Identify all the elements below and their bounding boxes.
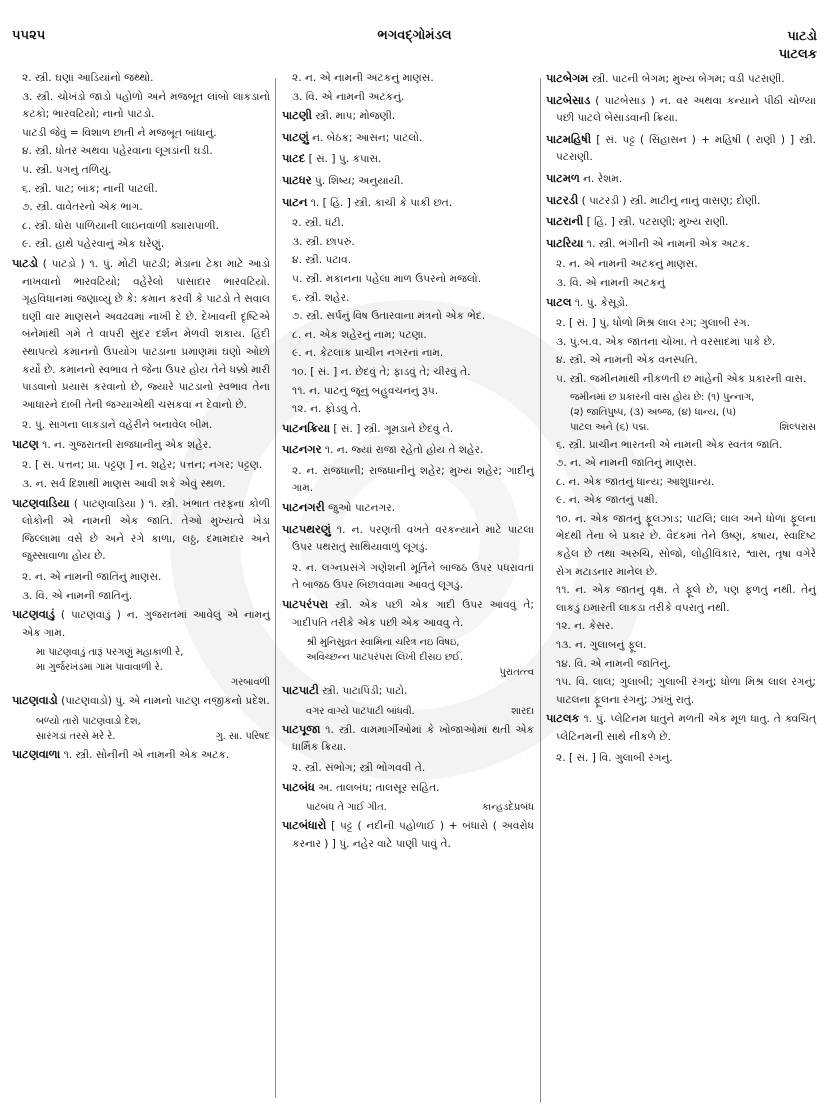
- definition-text: ( પાટરડ઼ી ) સ્ત્રી. માટીનું નાનું વાસણ; દોણી.: [581, 194, 761, 207]
- sense-line: ૬. સ્ત્રી. પ્રાચીન ભારતની એ નામની એક સ્વતંત્ર જાતિ.: [556, 438, 783, 451]
- sense-line: ૬. સ્ત્રી. પાટ; બાંક; નાની પાટલી.: [22, 182, 158, 195]
- definition-text: સ્ત્રી. પાટની બેગમ; મુખ્ય બેગમ; વડી પટરાણી.: [591, 73, 785, 85]
- sense-line: ૨. ન. રાજધાની; રાજધાનીનું શહેર; મુખ્ય શહેર; ગાદીનું ગામ.: [292, 464, 534, 495]
- dictionary-entry: [282, 172, 534, 191]
- dictionary-entry: [12, 692, 270, 711]
- dictionary-entry: [546, 131, 816, 167]
- sense-line: ૩. સ્ત્રી. ચોખંડો જાડો પહોળો અને મજબૂત લાંબો લાકડાનો કટકો; ભારવટિયો; નાનો પાટડો.: [22, 90, 270, 121]
- sense-line: ૧૦. [ સં. ] ન. છેદવું તે; ફાડવું તે; ચીરવું તે.: [292, 365, 471, 378]
- sense-line: ૪. સ્ત્રી. પટાવ.: [292, 254, 352, 267]
- headword: પાટબંધ: [282, 779, 315, 794]
- headword: પાટલક: [546, 711, 580, 726]
- headword: પાટનક્રિયા: [282, 420, 331, 435]
- definition-text: [ સં. પટ્ટ ( સિંહાસન ) + મહિષી ( રાણી ) ] સ્ત્રી. પટરાણી.: [556, 133, 816, 164]
- definition-text: ન. રેશમ.: [583, 172, 623, 185]
- sense-line: ૧૪. વિ. એ નામની જાતિનું.: [556, 657, 671, 670]
- dictionary-entry: [546, 70, 816, 89]
- dictionary-entry: [282, 420, 534, 439]
- sense-line: ૧૧. ન. એક જાતનું વૃક્ષ. તે ફૂલે છે, પણ ફળતું નથી. તેનું લાકડું ઇમારતી લાકડા તરીકે વપરાતું નથી.: [556, 584, 816, 614]
- definition-text: જુઓ પાટનગર.: [328, 502, 396, 515]
- sense-line: ૫. સ્ત્રી. જમીનમાંથી નીકળતી છ માંહેની એક પ્રકારની વાસ.: [556, 372, 807, 385]
- sense-line: ૨. ન. એ નામની અટકનું માણસ.: [556, 258, 698, 271]
- sense-line: ૬. સ્ત્રી. શહેર.: [292, 291, 350, 304]
- headword: પાટપરંપરા: [282, 597, 329, 612]
- sense-line: ૧૨. ન. કેસર.: [556, 620, 614, 633]
- headword: પાટપૂજા: [282, 721, 321, 736]
- headword: પાટબેગમ: [546, 71, 589, 85]
- dictionary-entry: [546, 213, 816, 232]
- headword: પાટણવાડું: [12, 607, 55, 622]
- citation-source: પુરાતત્ત્વ: [499, 667, 534, 679]
- sense-line: ૮. ન. એક શહેરનું નામ; પટણા.: [292, 328, 427, 341]
- guide-word-last: પાટલક: [778, 47, 817, 62]
- citation-source: શારદા: [511, 705, 534, 717]
- headword: પાટમહિષી: [546, 131, 592, 146]
- definition-text: ૧. સ્ત્રી. ભંગીની એ નામની એક અટક.: [586, 237, 750, 250]
- definition-text: પું. શિષ્ય; અનુયાયી.: [314, 174, 404, 187]
- dictionary-entry: [12, 255, 270, 414]
- dictionary-entry: [282, 129, 534, 148]
- headword: પાટણવાળા: [12, 747, 61, 761]
- headword: પાટડો: [12, 255, 38, 270]
- page-columns: [0, 70, 825, 1100]
- sense-line: પાટડી જેવું = વિશાળ છાતી ને મજબૂત બાંધાનું.: [22, 126, 217, 139]
- headword: પાટનગર: [282, 442, 322, 457]
- citation-quote: [546, 390, 816, 435]
- dictionary-entry: [282, 817, 534, 853]
- guide-word-first: પાટડો: [787, 29, 817, 44]
- sense-line: ૩. પું.બ.વ. એક જાતના ચોખા. તે વરસાદમાં પાકે છે.: [556, 335, 776, 348]
- page-number: ૫૫૨૫: [12, 28, 46, 43]
- definition-text: અ. તાલબંધ; તાલસૂર સહિત.: [318, 781, 440, 794]
- column-1: [12, 70, 270, 1100]
- headword: પાટબેસાડ: [546, 92, 591, 107]
- headword: પાટધર: [282, 172, 312, 187]
- citation-source: કાન્હડદેપ્રબંધ: [481, 802, 534, 814]
- dictionary-entry: [12, 606, 270, 642]
- headword: પાટણવાડિયા: [12, 495, 70, 510]
- sense-line: ૭. સ્ત્રી. સર્પનું વિષ ઉતારવાના મંત્રનો એક ભેદ.: [292, 310, 486, 323]
- sense-line: ૨. સ્ત્રી. ધંટી.: [292, 217, 345, 230]
- sense-line: ૯. ન. કેટલાંક પ્રાચીન નગરનાં નામ.: [292, 347, 444, 360]
- column-2: [282, 70, 534, 1100]
- dictionary-entry: [282, 721, 534, 757]
- definition-text: સ્ત્રી. પાટાપિંડી; પાટો.: [322, 685, 408, 698]
- sense-line: ૯. સ્ત્રી. હાથે પહેરવાનું એક ઘરેણું.: [22, 238, 165, 251]
- definition-text: ( પાટણવાડ઼િયા ) ૧. સ્ત્રી. ખંભાત તરફના કોળી લોકોની એ નામની એક જાતિ. તેઓ મુખ્યત્વે ખેડા જિલ્લામાં વસે છે અને રંગે કાળા, લઠ્ઠ, દમામદાર અને જુસ્સાવાળા હોય છે.: [22, 497, 270, 563]
- sense-line: ૮. ન. એક જાતનું ધાન્ય; આશુધાન્ય.: [556, 475, 715, 488]
- citation-line: પાટલ અને (૬) પદ્મ. શિલ્પરાસ: [570, 421, 816, 433]
- headword: પાટણવાડો: [12, 693, 58, 708]
- citation-line: મા પાટણવાડું તારૂં પરગણું મહાકાળી રે,: [36, 647, 184, 659]
- sense-line: ૫. સ્ત્રી. મકાનના પહેલા માળ ઉપરનો મજલો.: [292, 272, 482, 285]
- sense-line: ૩. વિ. એ નામની જાતિનું.: [22, 589, 133, 602]
- citation-quote: [282, 704, 534, 719]
- dictionary-entry: [282, 596, 534, 632]
- citation-quote: [282, 635, 534, 680]
- definition-text: [ હિં. ] સ્ત્રી. પટરાણી; મુખ્ય રાણી.: [586, 216, 729, 229]
- sense-line: ૩. ન. સર્વ દિશાથી માણસ આવી શકે એવું સ્થળ.: [22, 478, 226, 491]
- column-divider: [540, 78, 541, 1103]
- dictionary-entry: [546, 192, 816, 211]
- dictionary-entry: [282, 441, 534, 460]
- headword: પાટમળ: [546, 170, 580, 185]
- sense-line: ૧૧. ન. પાટનું જૂનું બહુવચનનું રૂપ.: [292, 384, 439, 397]
- citation-line: જમીનમાં છ પ્રકારની વાસ હોય છે: (૧) પુન્નાગ,: [570, 391, 755, 403]
- definition-text: [ સં. ] પું. કપાસ.: [308, 153, 382, 166]
- dictionary-entry: [12, 495, 270, 566]
- guide-words: [779, 28, 817, 64]
- dictionary-entry: [282, 682, 534, 701]
- definition-text: ( પાટડ઼ો ) ૧. પું. મોટી પાટડી; મેડાના ટેકા માટે આડો નાખવાનો ભારવટિયો; વહેરેલો પાસાદાર ભારવટિયો. ગૃહવિધાનમાં જણાવ્યું છે કે: કમાન કરવી કે પાટડો તે સવાલ ઘણી વાર માણસને અવઢવમાં નાખી દે છે. દેખાવની દૃષ્ટિએ બંનેમાંથી ગમે તે વાપરી સુંદર દર્શન મેળવી શકાય. હિંદી સ્થાપત્યે કમાનનો ઉપયોગ પાટડાના પ્રમાણમાં ઘણો ઓછો કર્યો છે. કમાનનો સ્વભાવ તે જેના ઉપર હોય તેને ધક્કો મારી પાડવાનો પ્રયાસ કરવાનો છે, જ્યારે પાટડાનો સ્વભાવ તેના આધારને દાબી તેની જગ્યાએથી ચસકવા ન દેવાનો છે.: [22, 257, 271, 411]
- sense-line: ૧૫. વિ. લાલ; ગુલાબી; ગુલાબી રંગનું; ધોળા મિશ્ર લાલ રંગનું; પાટલના ફૂલના રંગનું; ઝાંખું રાતું.: [556, 676, 816, 706]
- page-header: [12, 28, 817, 68]
- sense-line: ૪. સ્ત્રી. ધોતર અથવા પહેરવાના લૂગડાંની ઘડી.: [22, 145, 213, 158]
- sense-line: ૭. સ્ત્રી. વાવેતરનો એક ભાગ.: [22, 201, 143, 214]
- definition-text: ૧. સ્ત્રી. સોનીની એ નામની એક અટક.: [63, 749, 230, 761]
- dictionary-title: ભગવદ્ગોમંડલ: [377, 28, 452, 43]
- definition-text: ૧. સ્ત્રી. વામમાર્ગીઓમાં કે ખોજાઓમાં થતી એક ધાર્મિક ક્રિયા.: [292, 723, 534, 754]
- headword: પાટપાટી: [282, 683, 319, 698]
- citation-quote: [12, 645, 270, 690]
- headword: પાટરાની: [546, 214, 584, 229]
- definition-text: ૧. ન. ગુજરાતની રાજધાનીનું એક શહેર.: [42, 438, 212, 451]
- dictionary-entry: [282, 194, 534, 213]
- citation-quote: [282, 800, 534, 815]
- citation-line: (૨) જાતિપુષ્પ, (૩) અબ્જ, (૪) ધાન્ય, (૫): [570, 406, 737, 418]
- sense-line: ૧૦. ન. એક જાતનું ફૂલઝાડ; પાટલિ; લાલ અને ધોળાં ફૂલના ભેદથી તેના બે પ્રકાર છે. વૈદકમાં તેને ઉષ્ણ, કષાય, સ્વાદિષ્ટ કહેલ છે તથા અરુચિ, સોજો, લોહીવિકાર, શ્વાસ, તૃષા વગેરે રોગ મટાડનાર માનેલ છે.: [556, 512, 816, 578]
- sense-line: ૨. ન. એ નામની જાતિનું માણસ.: [22, 571, 162, 584]
- dictionary-entry: [12, 436, 270, 455]
- dictionary-entry: [282, 521, 534, 557]
- citation-line: પાટબંધ તે ગાઈ ગીત. કાન્હડદેપ્રબંધ: [306, 802, 534, 814]
- headword: પાટદ: [282, 151, 306, 166]
- definition-text: ૧. [ હિં. ] સ્ત્રી. કાચી કે પાકી છત.: [310, 196, 453, 209]
- definition-text: ( પાટબેસાડ઼ ) ન. વર અથવા કન્યાને પીઠી ચોળ્યા પછી પાટલે બેસાડવાની ક્રિયા.: [556, 94, 816, 125]
- column-3: [546, 70, 816, 1100]
- sense-line: ૨. [ સં. પત્તન; પ્રા. પટ્ટણ ] ન. શહેર; પત્તન; નગર; પટ્ટણ.: [22, 459, 263, 472]
- dictionary-entry: [546, 92, 816, 128]
- citation-line: અવિચ્છન્ન પાટપરંપરા લિખી દીસઇ છઈ.: [306, 652, 464, 664]
- definition-text: સ્ત્રી. માપ; મોજણી.: [315, 110, 396, 123]
- dictionary-entry: [546, 710, 816, 746]
- definition-text: [ સં. ] સ્ત્રી. ગૂમડાને છેદવું તે.: [333, 422, 454, 435]
- definition-text: સ્ત્રી. એક પછી એક ગાદી ઉપર આવવું તે; ગાદીપતિ તરીકે એક પછી એક આવવુ તે.: [292, 599, 535, 629]
- headword: પાટપથરણું: [282, 521, 331, 536]
- citation-line: વગર વાગ્યે પાટપાટી બાંધવી. શારદા: [306, 705, 534, 717]
- column-divider: [275, 78, 276, 1098]
- sense-line: ૨. [ સં. ] વિ. ગુલાબી રંગનું.: [556, 751, 673, 764]
- sense-line: ૫. સ્ત્રી. પગનું તળિયું.: [22, 163, 112, 176]
- sense-line: ૨. ન. લગ્નપ્રસંગે ગણેશની મૂર્તિને બાજઠ ઉપર પધરાવતાં તે બાજઠ ઉપર બિછાવવામાં આવતું લૂગડું.: [292, 561, 534, 592]
- headword: પાટબંધારો: [282, 818, 327, 833]
- dictionary-entry: [282, 150, 534, 169]
- sense-line: ૨. ન. એ નામની અટકનું માણસ.: [292, 72, 434, 84]
- sense-line: ૨. સ્ત્રી. ઘણાં આડિયાંનો જથ્થો.: [22, 72, 154, 84]
- sense-line: ૮. સ્ત્રી. ધોરા પાળિયાની લાઇનવાળી ક્યારાપાળી.: [22, 219, 219, 232]
- headword: પાટરડી: [546, 192, 579, 207]
- dictionary-entry: [282, 779, 534, 798]
- definition-text: [ પટ્ટ ( નદીની પહોળાઈ ) + બંધારો ( અવરોધ કરનાર ) ] પું. નહેર વાટે પાણી પાવું તે.: [292, 820, 534, 850]
- headword: પાટણું: [282, 129, 309, 144]
- citation-line: મા ગુર્જરખંડમાં ગામ પાવાવાળી રે.: [36, 662, 163, 674]
- sense-line: ૨. [ સં. ] પું. ધોળો મિશ્ર લાલ રંગ; ગુલાબી રંગ.: [556, 317, 750, 330]
- dictionary-entry: [282, 107, 534, 126]
- definition-text: ( પાટણવાડ઼ું ) ન. ગુજરાતમાં આવેલું એ નામનું એક ગામ.: [22, 609, 271, 639]
- sense-line: ૪. સ્ત્રી. એ નામની એક વનસ્પતિ.: [556, 354, 698, 367]
- definition-text: (પાટણવાડ઼ો) પું. એ નામનો પાટણ નજીકનો પ્રદેશ.: [61, 695, 270, 708]
- headword: પાટરિયા: [546, 235, 584, 250]
- sense-line: ૨. સ્ત્રી. સંભોગ; સ્ત્રી ભોગવવી તે.: [292, 762, 426, 774]
- sense-line: ૭. ન. એ નામની જાતિનું માણસ.: [556, 457, 697, 470]
- dictionary-entry: [546, 235, 816, 254]
- sense-line: ૧૨. ન. ફોડવું તે.: [292, 403, 362, 416]
- headword: પાટણી: [282, 108, 313, 123]
- dictionary-entry: [546, 170, 816, 189]
- definition-text: ન. બેઠક; આસન; પાટલો.: [312, 131, 423, 144]
- citation-line: બળ્યો તારો પાટણવાડો દેશ,: [36, 716, 141, 727]
- dictionary-entry: [282, 499, 534, 518]
- citation-source: ગુ. સા. પરિષદ: [215, 731, 270, 742]
- sense-line: ૩. વિ. એ નામની અટકનું: [556, 276, 666, 289]
- definition-text: ૧. ન. જ્યાં રાજા રહેતો હોય તે શહેર.: [324, 444, 484, 457]
- definition-text: ૧. પું. કેસૂડો.: [574, 296, 629, 309]
- dictionary-entry: [546, 294, 816, 313]
- headword: પાટલ: [546, 294, 572, 309]
- sense-line: ૯. ન. એક જાતનું પક્ષી.: [556, 494, 658, 507]
- citation-source: ગરબાવળી: [230, 677, 270, 689]
- sense-line: ૩. સ્ત્રી. છાપરું.: [292, 235, 355, 248]
- citation-line: સારંગડાં તરસે મરે રે. ગુ. સા. પરિષદ: [36, 731, 270, 742]
- sense-line: ૨. પું. સાગના લાકડાને વહેરીને બનાવેલ બીમ.: [22, 419, 213, 432]
- dictionary-entry: [12, 746, 270, 765]
- headword: પાટણ: [12, 436, 39, 451]
- citation-source: શિલ્પરાસ: [779, 421, 816, 433]
- definition-text: ૧. ન. પરણતી વખતે વરકન્યાને માટે પાટલા ઉપર પથરાતું સાથિયાવાળું લૂગડું.: [292, 523, 534, 554]
- sense-line: ૧૩. ન. ગુલાબનું ફૂલ.: [556, 639, 647, 652]
- citation-quote: [12, 714, 270, 744]
- citation-line: શ્રી મુનિસુવ્રત સ્વામિના ચરિત્ર નઇ વિષઇ,: [306, 637, 460, 649]
- headword: પાટન: [282, 194, 308, 209]
- definition-text: ૧. પું. પ્લેટિનમ ધાતુને મળતી એક મૂળ ધાતુ. તે ક્વચિત્ પ્લેટિનમની સાથે નીકળે છે.: [556, 713, 816, 743]
- sense-line: ૩. વિ. એ નામની અટકનું.: [292, 90, 405, 103]
- headword: પાટનગરી: [282, 500, 325, 515]
